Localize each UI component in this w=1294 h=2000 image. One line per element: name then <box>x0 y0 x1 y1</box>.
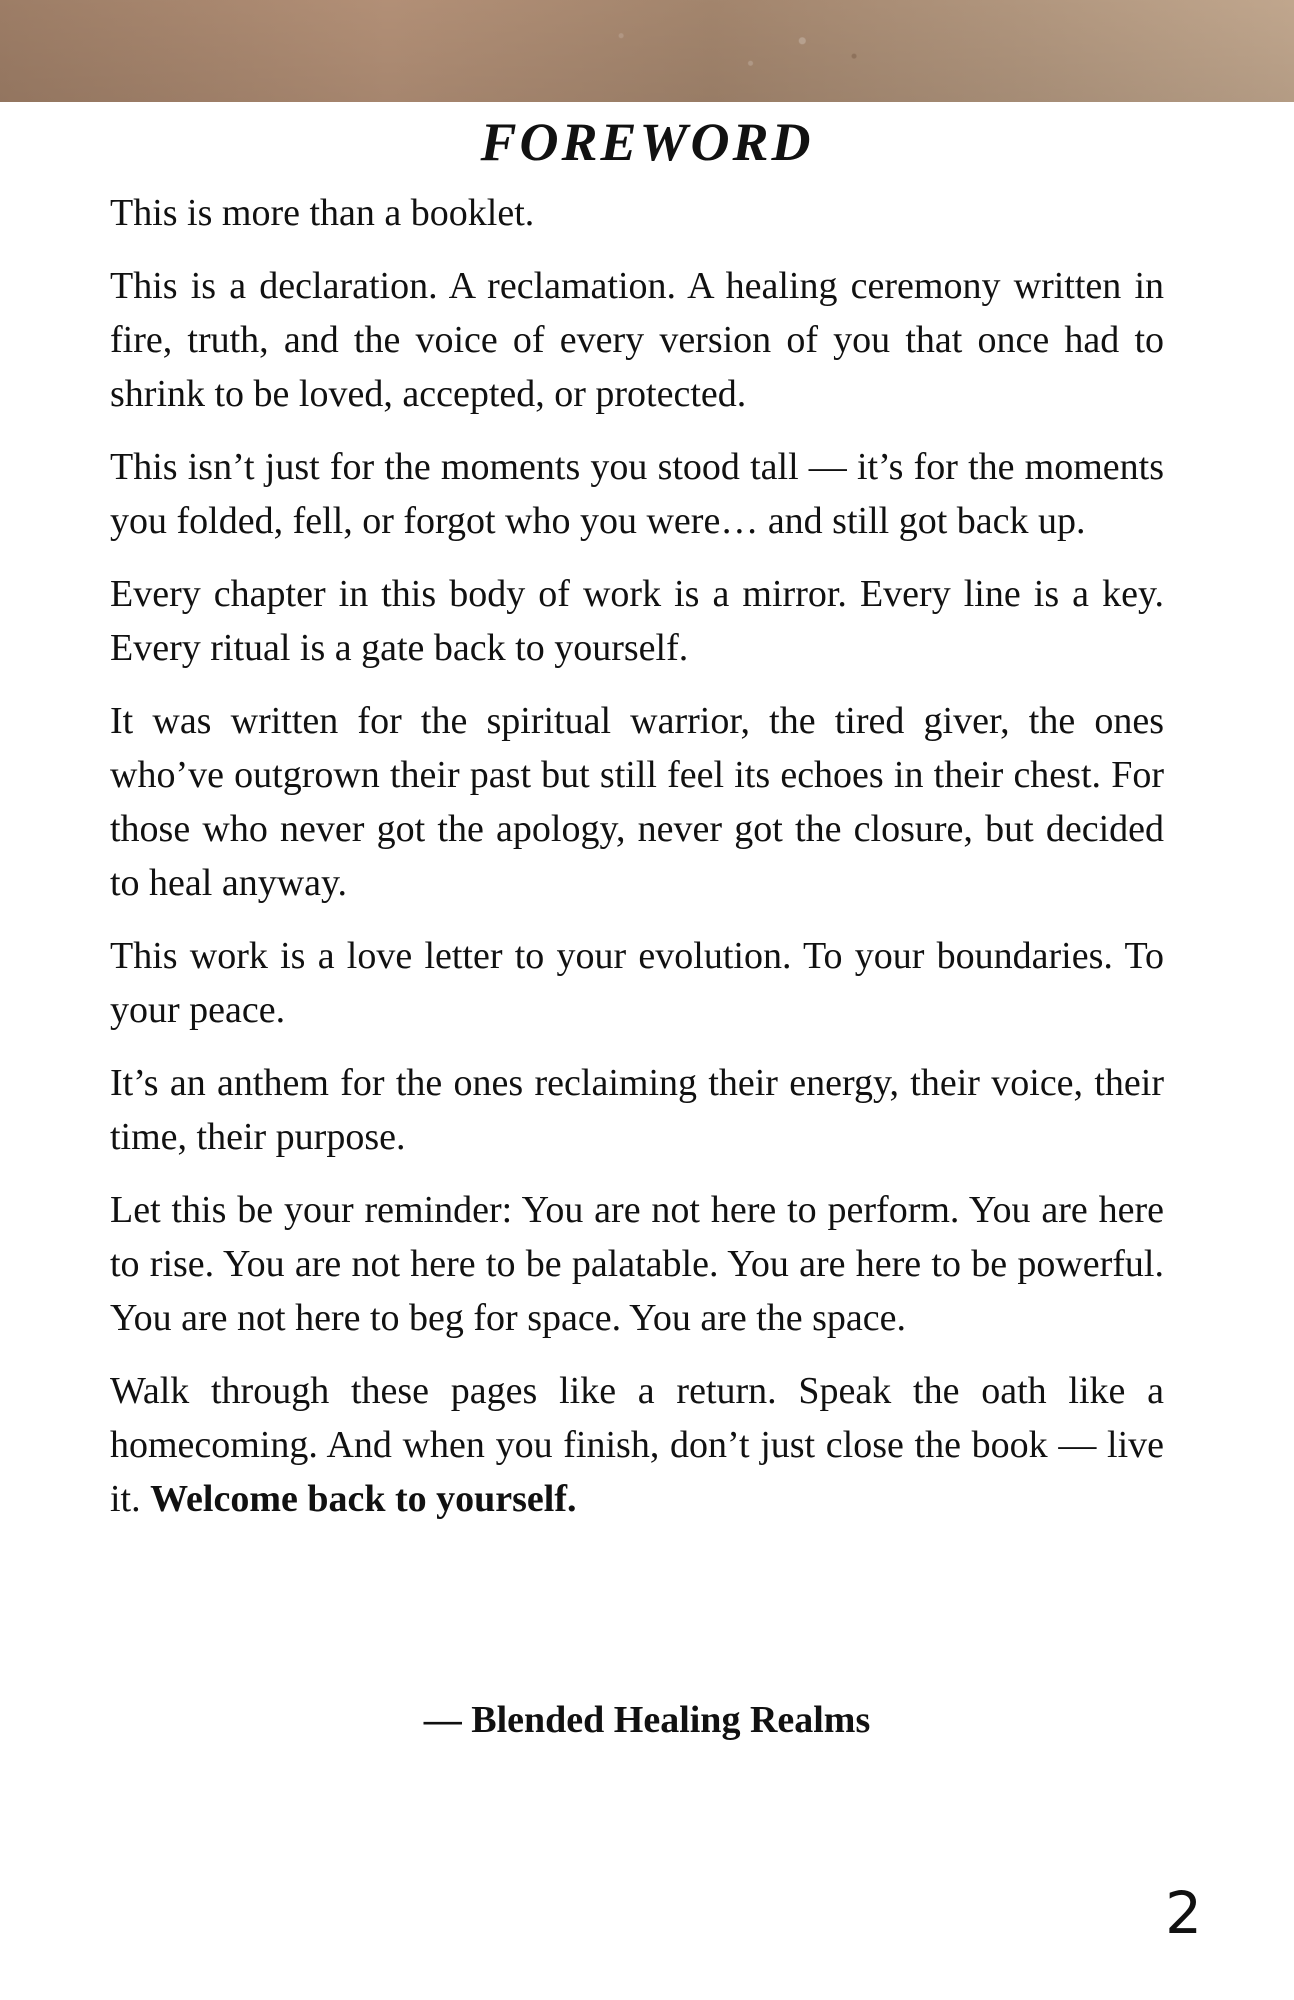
closing-text: Walk through these pages like a return. Speak the oath like a homecoming. And when you finish, don’t just close the book — live it. <box>110 1370 1164 1520</box>
paragraph-3: This isn’t just for the moments you stood tall — it’s for the moments you folded, fell, or forgot who you were… and still got back up. <box>110 446 1164 542</box>
author-signature: — Blended Healing Realms <box>423 1699 871 1741</box>
closing-emphasis: Welcome back to yourself. <box>150 1478 577 1520</box>
page-title: FOREWORD <box>480 112 814 172</box>
paragraph-7: It’s an anthem for the ones reclaiming their energy, their voice, their time, their purpose. <box>110 1062 1164 1158</box>
decorative-header-band <box>0 0 1294 102</box>
foreword-body <box>110 186 1164 1545</box>
paragraph-5: It was written for the spiritual warrior, the tired giver, the ones who’ve outgrown their past but still feel its echoes in their chest. For those who never got the apology, never got the closure, but decided to heal anyway. <box>110 700 1164 904</box>
page-number: 2 <box>1165 1879 1202 1947</box>
paragraph-6: This work is a love letter to your evolution. To your boundaries. To your peace. <box>110 935 1164 1031</box>
paragraph-4: Every chapter in this body of work is a mirror. Every line is a key. Every ritual is a gate back to yourself. <box>110 573 1164 669</box>
closing-paragraph <box>110 1364 1164 1526</box>
paragraph-8: Let this be your reminder: You are not here to perform. You are here to rise. You are not here to be palatable. You are here to be powerful. You are not here to beg for space. You are the space. <box>110 1189 1164 1339</box>
paragraph-2: This is a declaration. A reclamation. A healing ceremony written in fire, truth, and the voice of every version of you that once had to shrink to be loved, accepted, or protected. <box>110 265 1164 415</box>
paragraph-1: This is more than a booklet. <box>110 192 535 234</box>
